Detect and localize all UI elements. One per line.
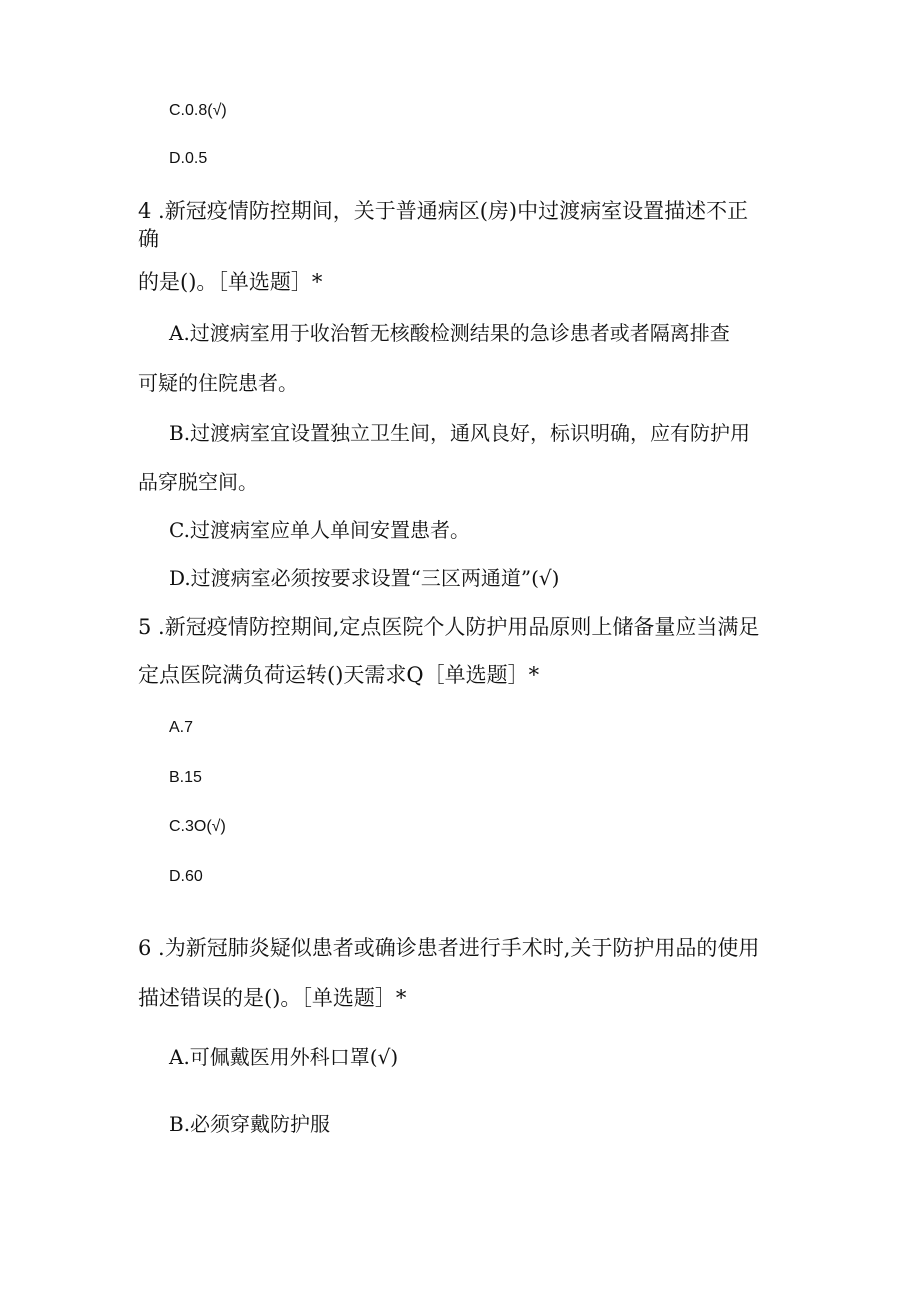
option-5-c: C.3O(√) xyxy=(169,818,226,835)
option-4-c: C.过渡病室应单人单间安置患者。 xyxy=(169,518,470,542)
option-4-b-line-2: 品穿脱空间。 xyxy=(138,470,258,494)
question-6-line-1: 6 .为新冠肺炎疑似患者或确诊患者进行手术时,关于防护用品的使用 xyxy=(138,936,760,960)
question-4-line-3: 的是()。［单选题］* xyxy=(138,270,323,294)
question-5-line-1: 5 .新冠疫情防控期间,定点医院个人防护用品原则上储备量应当满足 xyxy=(138,615,760,639)
question-4-line-1: 4 .新冠疫情防控期间，关于普通病区(房)中过渡病室设置描述不正 xyxy=(138,199,749,223)
question-6-line-2: 描述错误的是()。［单选题］* xyxy=(138,986,407,1010)
option-4-a-line-2: 可疑的住院患者。 xyxy=(138,371,298,395)
option-4-b-line-1: B.过渡病室宜设置独立卫生间，通风良好，标识明确，应有防护用 xyxy=(169,421,751,445)
question-5-line-2: 定点医院满负荷运转()天需求Q［单选题］* xyxy=(138,663,540,687)
option-3-d: D.0.5 xyxy=(169,150,208,167)
question-4-line-2: 确 xyxy=(138,227,159,251)
option-4-a-line-1: A.过渡病室用于收治暂无核酸检测结果的急诊患者或者隔离排查 xyxy=(169,321,730,345)
option-5-b: B.15 xyxy=(169,769,202,786)
option-6-b: B.必须穿戴防护服 xyxy=(169,1112,331,1136)
option-5-d: D.60 xyxy=(169,868,203,885)
option-3-c: C.0.8(√) xyxy=(169,102,227,119)
option-4-d: D.过渡病室必须按要求设置“三区两通道”(√) xyxy=(169,566,560,590)
option-6-a: A.可佩戴医用外科口罩(√) xyxy=(169,1045,399,1069)
option-5-a: A.7 xyxy=(169,719,194,736)
